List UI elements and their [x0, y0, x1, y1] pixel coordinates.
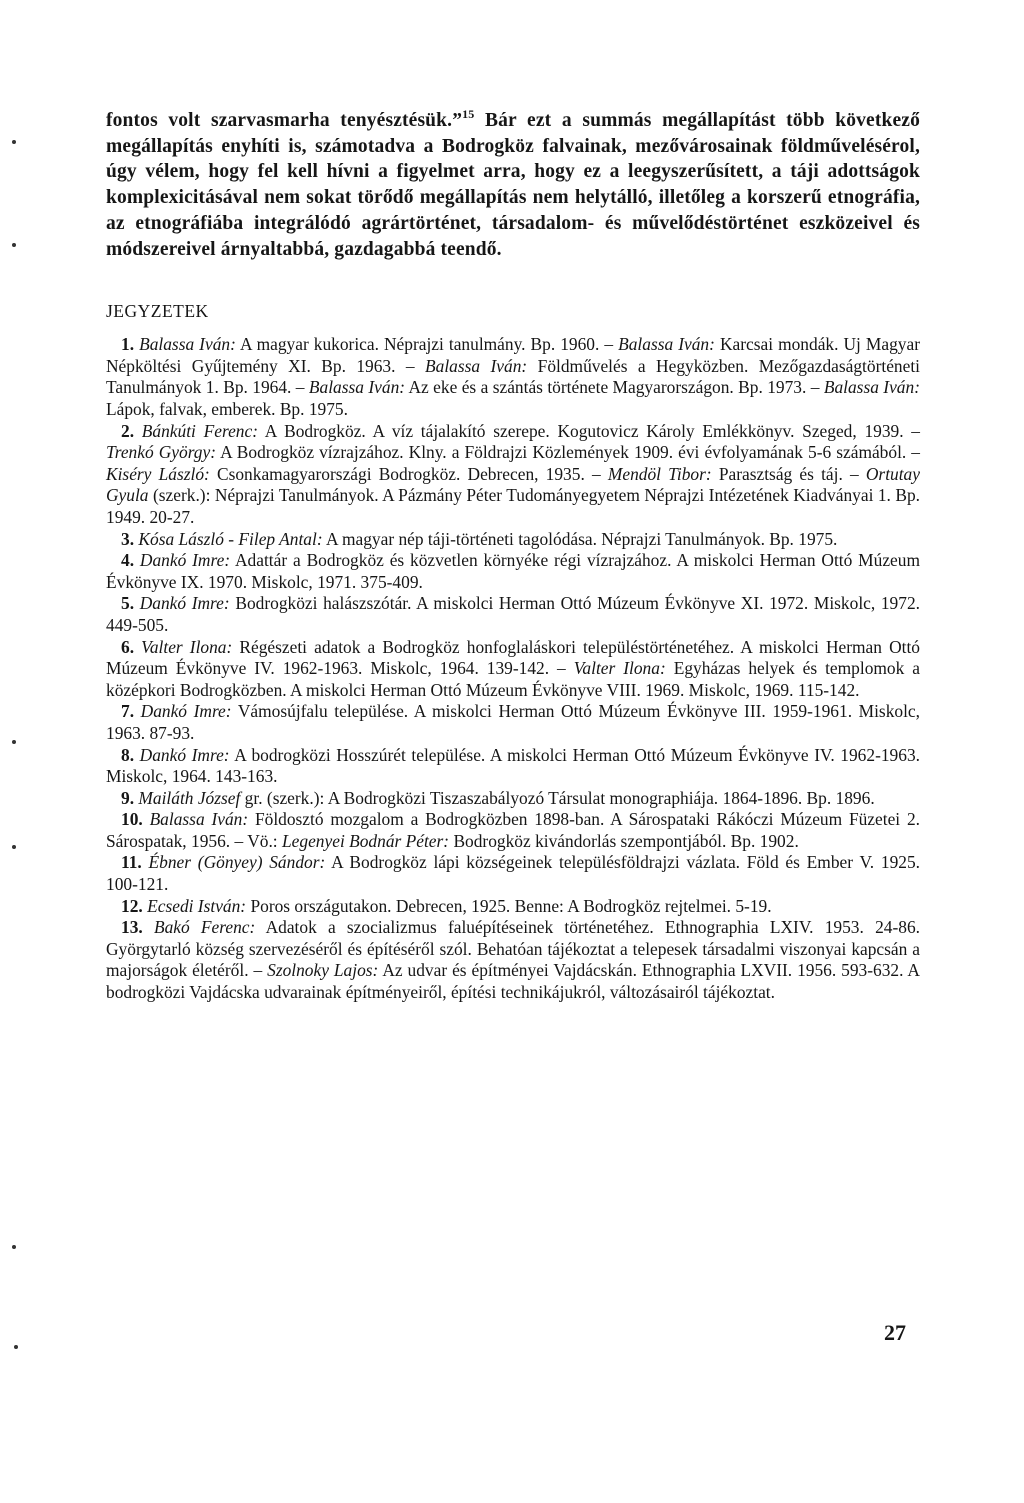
note-number: 4.: [121, 550, 135, 571]
note-number: 7.: [121, 701, 135, 722]
note-text: Bodrogköz kivándorlás szempontjából. Bp. 1902.: [449, 830, 799, 851]
note-text: Adatok a szocializmus faluépítéseinek történetéhez. Ethnographia LXIV. 1953. 24-86. Györgytarló község szervezéséről és építéséről szól. Behatóan tájékoztat a telepesek társadalmi viszonyai kapcsán a majorságok életéről. –: [106, 917, 920, 981]
note-text: Lápok, falvak, emberek. Bp. 1975.: [106, 399, 348, 419]
note-author: Szolnoky Lajos:: [267, 960, 379, 981]
note-item: [106, 529, 920, 551]
note-text: Poros országutakon. Debrecen, 1925. Benne: A Bodrogköz rejtelmei. 5-19.: [246, 895, 772, 916]
note-text: A magyar nép táji-történeti tagolódása. Néprajzi Tanulmányok. Bp. 1975.: [322, 528, 838, 549]
page-number: 27: [884, 1320, 906, 1345]
note-number: 2.: [121, 420, 135, 441]
note-author: Balassa Iván:: [618, 334, 715, 355]
note-author: Dankó Imre:: [140, 701, 232, 722]
note-text: Csonkamagyarországi Bodrogköz. Debrecen, 1935. –: [209, 463, 608, 484]
note-author: Balassa Iván:: [149, 809, 249, 830]
note-author: Kiséry László:: [106, 463, 210, 484]
intro-text-before: fontos volt szarvasmarha tenyésztésük.”: [106, 110, 463, 131]
note-item: [106, 701, 920, 744]
note-author: Ortutay Gyula: [106, 463, 920, 506]
note-item: [106, 637, 920, 702]
note-author: Trenkó György:: [106, 442, 217, 463]
note-text: A Bodrogköz lápi községeinek településföldrajzi vázlata. Föld és Ember V. 1925. 100-121.: [106, 852, 920, 895]
scan-speck: [12, 740, 16, 744]
note-item: [106, 852, 920, 895]
note-author: Dankó Imre:: [139, 550, 231, 571]
note-author: Legenyei Bodnár Péter:: [282, 830, 450, 851]
page: [106, 108, 920, 1004]
note-number: 8.: [121, 744, 135, 765]
note-item: [106, 788, 920, 810]
scan-speck: [12, 243, 16, 247]
scan-speck: [12, 845, 16, 849]
scan-speck: [12, 1245, 16, 1249]
note-number: 1.: [121, 334, 135, 355]
note-item: [106, 550, 920, 593]
note-author: Kósa László - Filep Antal:: [138, 528, 323, 549]
note-author: Balassa Iván:: [139, 334, 236, 355]
note-number: 10.: [121, 809, 143, 830]
note-item: [106, 896, 920, 918]
note-text: Adattár a Bodrogköz és közvetlen környéke régi vízrajzához. A miskolci Herman Ottó Múzeum Évkönyve IX. 1970. Miskolc, 1971. 375-409.: [106, 550, 920, 592]
scan-speck: [14, 1345, 18, 1349]
note-author: Dankó Imre:: [139, 593, 230, 614]
note-text: Az eke és a szántás története Magyarországon. Bp. 1973. –: [405, 377, 824, 398]
note-text: Földosztó mozgalom a Bodrogközben 1898-ban. A Sárospataki Rákóczi Múzeum Füzetei 2. Sárospatak, 1956. – Vö.:: [106, 809, 920, 851]
note-author: Ébner (Gönyey) Sándor:: [148, 852, 326, 873]
note-text: Vámosújfalu települése. A miskolci Herman Ottó Múzeum Évkönyve III. 1959-1961. Miskolc, 1963. 87-93.: [106, 701, 920, 743]
note-number: 9.: [121, 787, 135, 808]
intro-text-after: Bár ezt a summás megállapítást több következő megállapítás enyhíti is, számotadva a Bodrogköz falvainak, mezővárosainak földművelésérol, úgy vélem, hogy fel kell hívni a figyelmet arra, hogy ez a leegyszerűsített, a táji adottságok komplexicitásával nem sokat törődő megállapítás nem helytálló, illetőleg a korszerű etnográfia, az etnográfiába integrálódó agrártörténet, társadalom- és művelődéstörténet eszközeivel és módszereivel árnyaltabbá, gazdagabbá teendő.: [106, 110, 920, 260]
note-text: (szerk.): Néprajzi Tanulmányok. A Pázmány Péter Tudományegyetem Néprajzi Intézetének Kiadványai 1. Bp. 1949. 20-27.: [106, 485, 920, 527]
note-number: 11.: [121, 852, 142, 873]
note-author: Bakó Ferenc:: [153, 917, 256, 938]
note-author: Bánkúti Ferenc:: [141, 420, 258, 441]
note-number: 5.: [121, 593, 135, 614]
note-text: A Bodrogköz vízrajzához. Klny. a Földrajzi Közlemények 1909. évi évfolyamának 5-6 számából. –: [216, 442, 921, 463]
note-author: Balassa Iván:: [425, 355, 528, 376]
note-text: Parasztság és táj. –: [711, 463, 866, 484]
note-author: Balassa Iván:: [308, 377, 406, 398]
note-item: [106, 593, 920, 636]
note-text: Földművelés a Hegyközben. Mezőgazdaságtörténeti Tanulmányok 1. Bp. 1964. –: [106, 355, 920, 398]
note-number: 6.: [121, 636, 135, 657]
footnote-ref[interactable]: 15: [462, 107, 475, 121]
intro-text: [106, 108, 920, 262]
note-text: A bodrogközi Hosszúrét települése. A miskolci Herman Ottó Múzeum Évkönyve IV. 1962-1963. Miskolc, 1964. 143-163.: [106, 744, 920, 787]
note-text: Az udvar és építményei Vajdácskán. Ethnographia LXVII. 1956. 593-632. A bodrogközi Vajdácska udvarainak építményeiről, építési technikájukról, változásairól tájékoztat.: [106, 960, 920, 1003]
note-text: gr. (szerk.): A Bodrogközi Tiszaszabályozó Társulat monographiája. 1864-1896. Bp. 1896.: [240, 787, 875, 808]
note-item: [106, 334, 920, 420]
note-author: Ecsedi István:: [147, 895, 247, 916]
note-item: [106, 809, 920, 852]
note-author: Valter Ilona:: [573, 658, 666, 679]
note-text: Régészeti adatok a Bodrogköz honfoglaláskori településtörténetéhez. A miskolci Herman Ottó Múzeum Évkönyve IV. 1962-1963. Miskolc, 1964. 139-142. –: [106, 636, 920, 679]
note-number: 13.: [121, 917, 143, 938]
note-author: Balassa Iván:: [823, 377, 920, 398]
note-author: Mailáth József: [138, 787, 241, 808]
note-text: Egyházas helyek és templomok a középkori Bodrogközben. A miskolci Herman Ottó Múzeum Évkönyve VIII. 1969. Miskolc, 1969. 115-142.: [106, 658, 921, 700]
note-author: Mendöl Tibor:: [607, 463, 712, 484]
note-author: Dankó Imre:: [139, 744, 230, 765]
note-text: Karcsai mondák. Uj Magyar Népköltési Gyűjtemény XI. Bp. 1963. –: [106, 334, 920, 376]
note-number: 3.: [121, 528, 135, 549]
note-author: Valter Ilona:: [141, 636, 233, 657]
intro-paragraph: [106, 108, 920, 262]
note-item: [106, 745, 920, 788]
note-text: Bodrogközi halászszótár. A miskolci Herman Ottó Múzeum Évkönyve XI. 1972. Miskolc, 1972. 449-505.: [106, 593, 920, 635]
note-text: A magyar kukorica. Néprajzi tanulmány. Bp. 1960. –: [235, 334, 619, 355]
note-number: 12.: [121, 895, 143, 916]
note-item: [106, 917, 920, 1003]
notes-heading: JEGYZETEK: [106, 301, 209, 322]
scan-speck: [12, 140, 16, 144]
note-item: [106, 421, 920, 529]
note-text: A Bodrogköz. A víz tájalakító szerepe. Kogutovicz Károly Emlékkönyv. Szeged, 1939. –: [258, 420, 920, 441]
notes-list: [106, 334, 920, 1003]
